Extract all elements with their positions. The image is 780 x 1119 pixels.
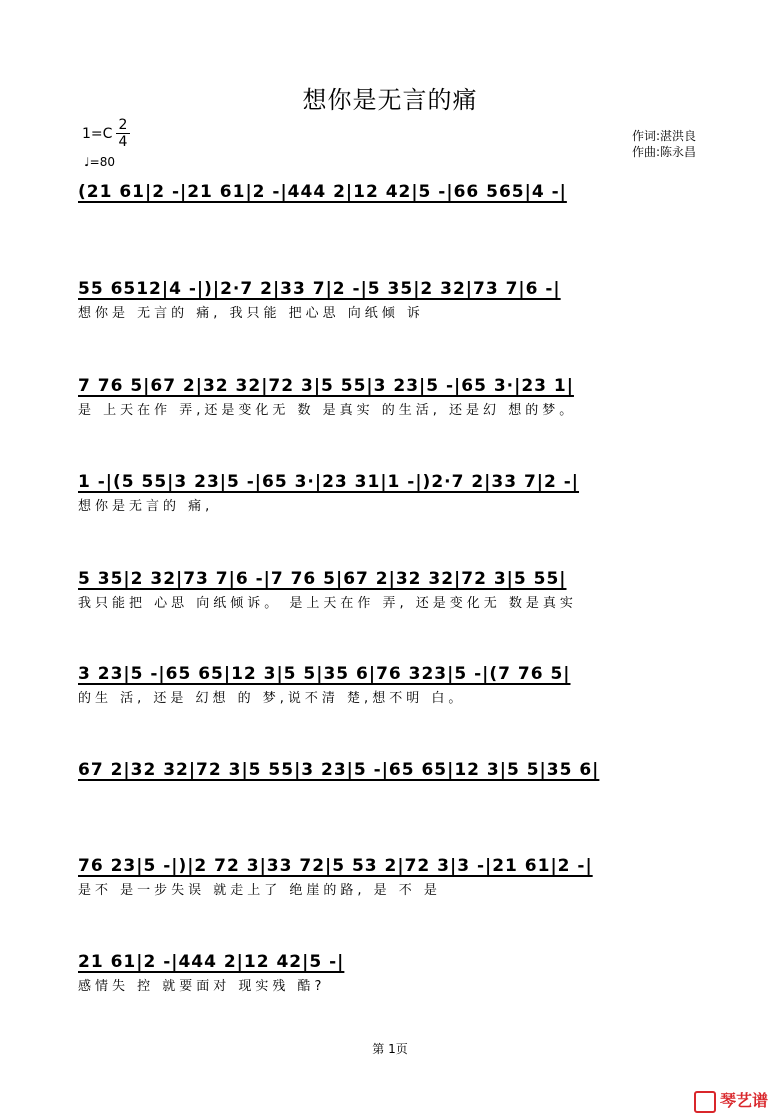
lyrics-line: [78, 208, 724, 226]
lyrics-line: 感情失 控 就要面对 现实残 酷?: [78, 979, 326, 994]
key-signature: 1=C: [82, 126, 113, 142]
logo-mark-icon: [694, 1091, 716, 1113]
tempo-marking: [84, 155, 115, 169]
tempo-value: =80: [89, 155, 115, 169]
lyrics-line: 想你是 无言的 痛, 我只能 把心思 向纸倾 诉: [78, 306, 424, 321]
lyrics-line: 我只能把 心思 向纸倾诉。 是上天在作 弄, 还是变化无 数是真实: [78, 596, 577, 611]
notation-line: 7 76 5|67 2|32 32|72 3|5 55|3 23|5 -|65 3·|23 1|: [78, 376, 574, 396]
lyricist-credit: 作词:湛洪良: [631, 129, 696, 143]
notation-line: 76 23|5 -|)|2 72 3|33 72|5 53 2|72 3|3 -|21 61|2 -|: [78, 856, 593, 876]
notation-line: 1 -|(5 55|3 23|5 -|65 3·|23 31|1 -|)2·7 2|33 7|2 -|: [78, 472, 580, 492]
credits: [632, 128, 696, 160]
lyrics-line: 是 上天在作 弄,还是变化无 数 是真实 的生活, 还是幻 想的梦。: [78, 403, 577, 418]
quarter-note-icon: ♩: [84, 155, 90, 169]
notation-line: 21 61|2 -|444 2|12 42|5 -|: [78, 952, 345, 972]
page-number: 第 1页: [372, 1042, 408, 1056]
notation-line: 3 23|5 -|65 65|12 3|5 5|35 6|76 323|5 -|(7 76 5|: [78, 664, 571, 684]
song-title: 想你是无言的痛: [302, 86, 478, 114]
time-signature: [116, 118, 130, 149]
composer-credit: 作曲:陈永昌: [631, 145, 696, 159]
lyrics-line: 的生 活, 还是 幻想 的 梦,说不清 楚,想不明 白。: [78, 691, 466, 706]
lyrics-line: [78, 786, 724, 804]
logo-text: 琴艺谱: [719, 1091, 768, 1110]
notation-line: 55 6512|4 -|)|2·7 2|33 7|2 -|5 35|2 32|73 7|6 -|: [78, 279, 561, 299]
time-signature-top: 2: [118, 117, 128, 133]
lyrics-line: 是不 是一步失误 就走上了 绝崖的路, 是 不 是: [78, 883, 441, 898]
notation-line: 67 2|32 32|72 3|5 55|3 23|5 -|65 65|12 3|5 5|35 6|: [78, 760, 600, 780]
notation-line: (21 61|2 -|21 61|2 -|444 2|12 42|5 -|66 565|4 -|: [78, 182, 567, 202]
notation-line: 5 35|2 32|73 7|6 -|7 76 5|67 2|32 32|72 3|5 55|: [78, 569, 567, 589]
lyrics-line: 想你是无言的 痛,: [78, 499, 214, 514]
time-signature-bottom: 4: [118, 134, 128, 150]
site-logo: [694, 1088, 768, 1113]
